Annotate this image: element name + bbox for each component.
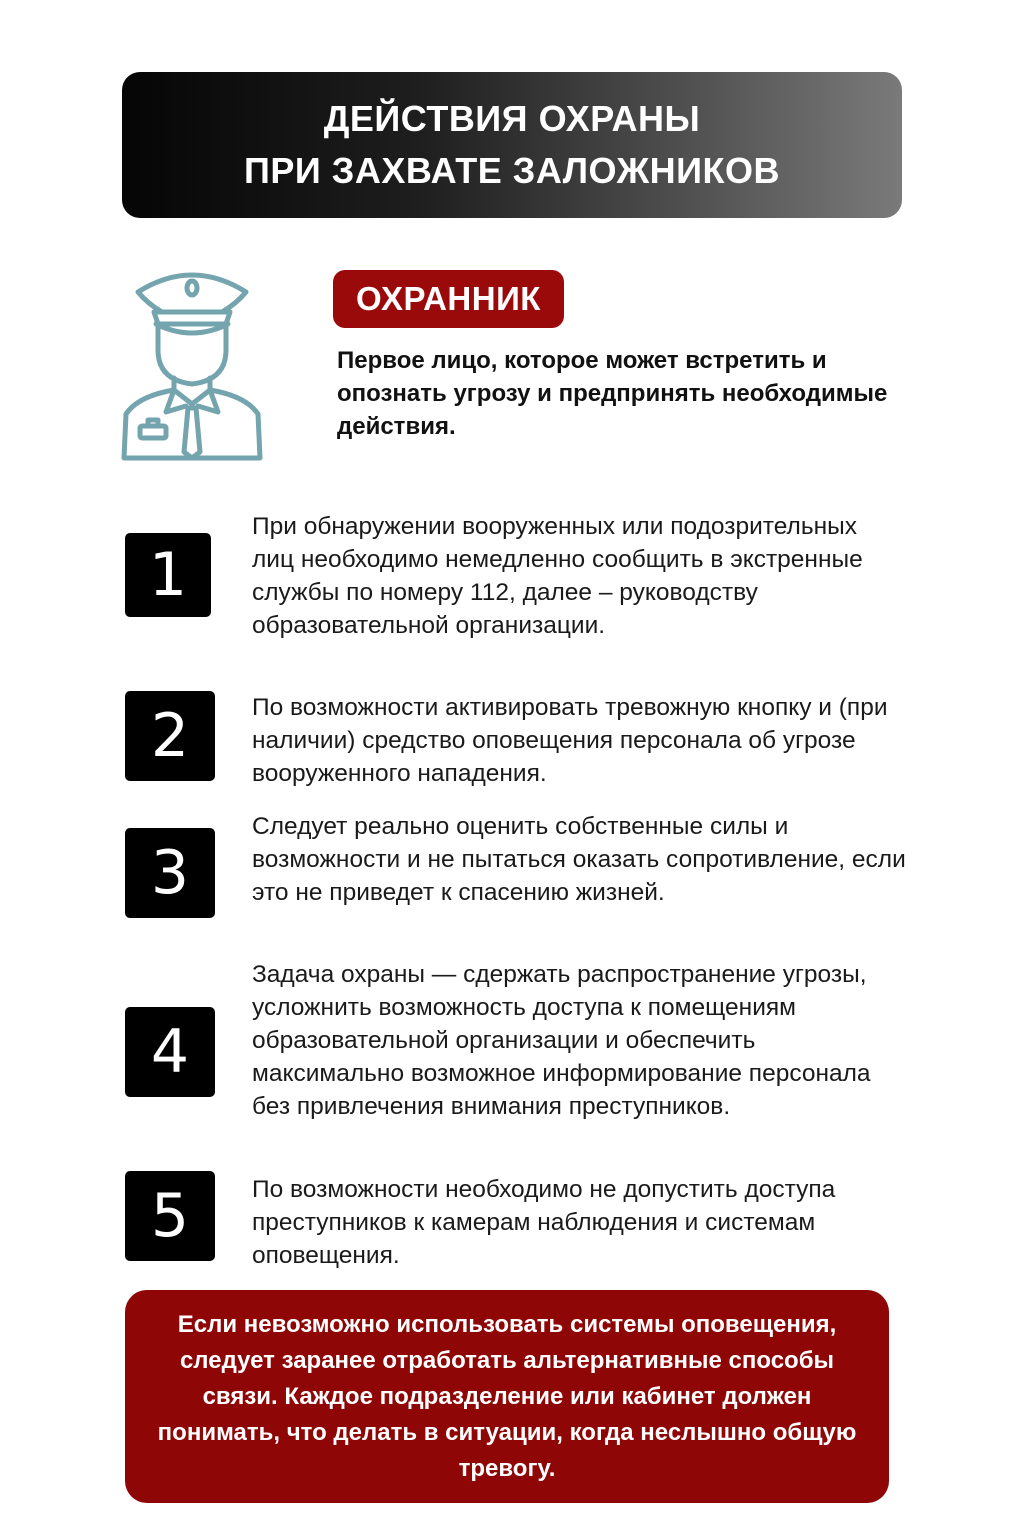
page-title-line-1: ДЕЙСТВИЯ ОХРАНЫ [323,98,701,139]
step-4-number: 4 [125,1007,215,1097]
step-5-number: 5 [125,1171,215,1261]
step-4-text: Задача охраны — сдержать распространение угрозы, усложнить возможность доступа к помещениям образовательной организации и обеспечить максимально возможное информирование персонала без привлечения внимания преступников. [252,961,871,1120]
step-3-number: 3 [125,828,215,918]
step-1-number: 1 [125,533,211,617]
page-title-banner [122,72,902,218]
warning-text: Если невозможно использовать системы оповещения, следует заранее отработать альтернативные способы связи. Каждое подразделение или кабинет должен понимать, что делать в ситуации, когда неслышно общую тревогу. [157,1310,857,1482]
step-2-number: 2 [125,691,215,781]
security-guard-icon [118,262,266,462]
step-5-text: По возможности необходимо не допустить доступа преступников к камерам наблюдения и системам оповещения. [252,1176,836,1269]
step-1-text: При обнаружении вооруженных или подозрительных лиц необходимо немедленно сообщить в экстренные службы по номеру 112, далее – руководству образовательной организации. [252,513,863,639]
page-title-line-2: ПРИ ЗАХВАТЕ ЗАЛОЖНИКОВ [244,150,780,191]
step-3-text: Следует реально оценить собственные силы и возможности и не пытаться оказать сопротивление, если это не приведет к спасению жизней. [252,813,906,906]
role-badge: ОХРАННИК [333,270,564,328]
role-description: Первое лицо, которое может встретить и опознать угрозу и предпринять необходимые действия. [337,347,888,440]
warning-box [125,1290,889,1503]
step-2-text: По возможности активировать тревожную кнопку и (при наличии) средство оповещения персонала об угрозе вооруженного нападения. [252,694,888,787]
